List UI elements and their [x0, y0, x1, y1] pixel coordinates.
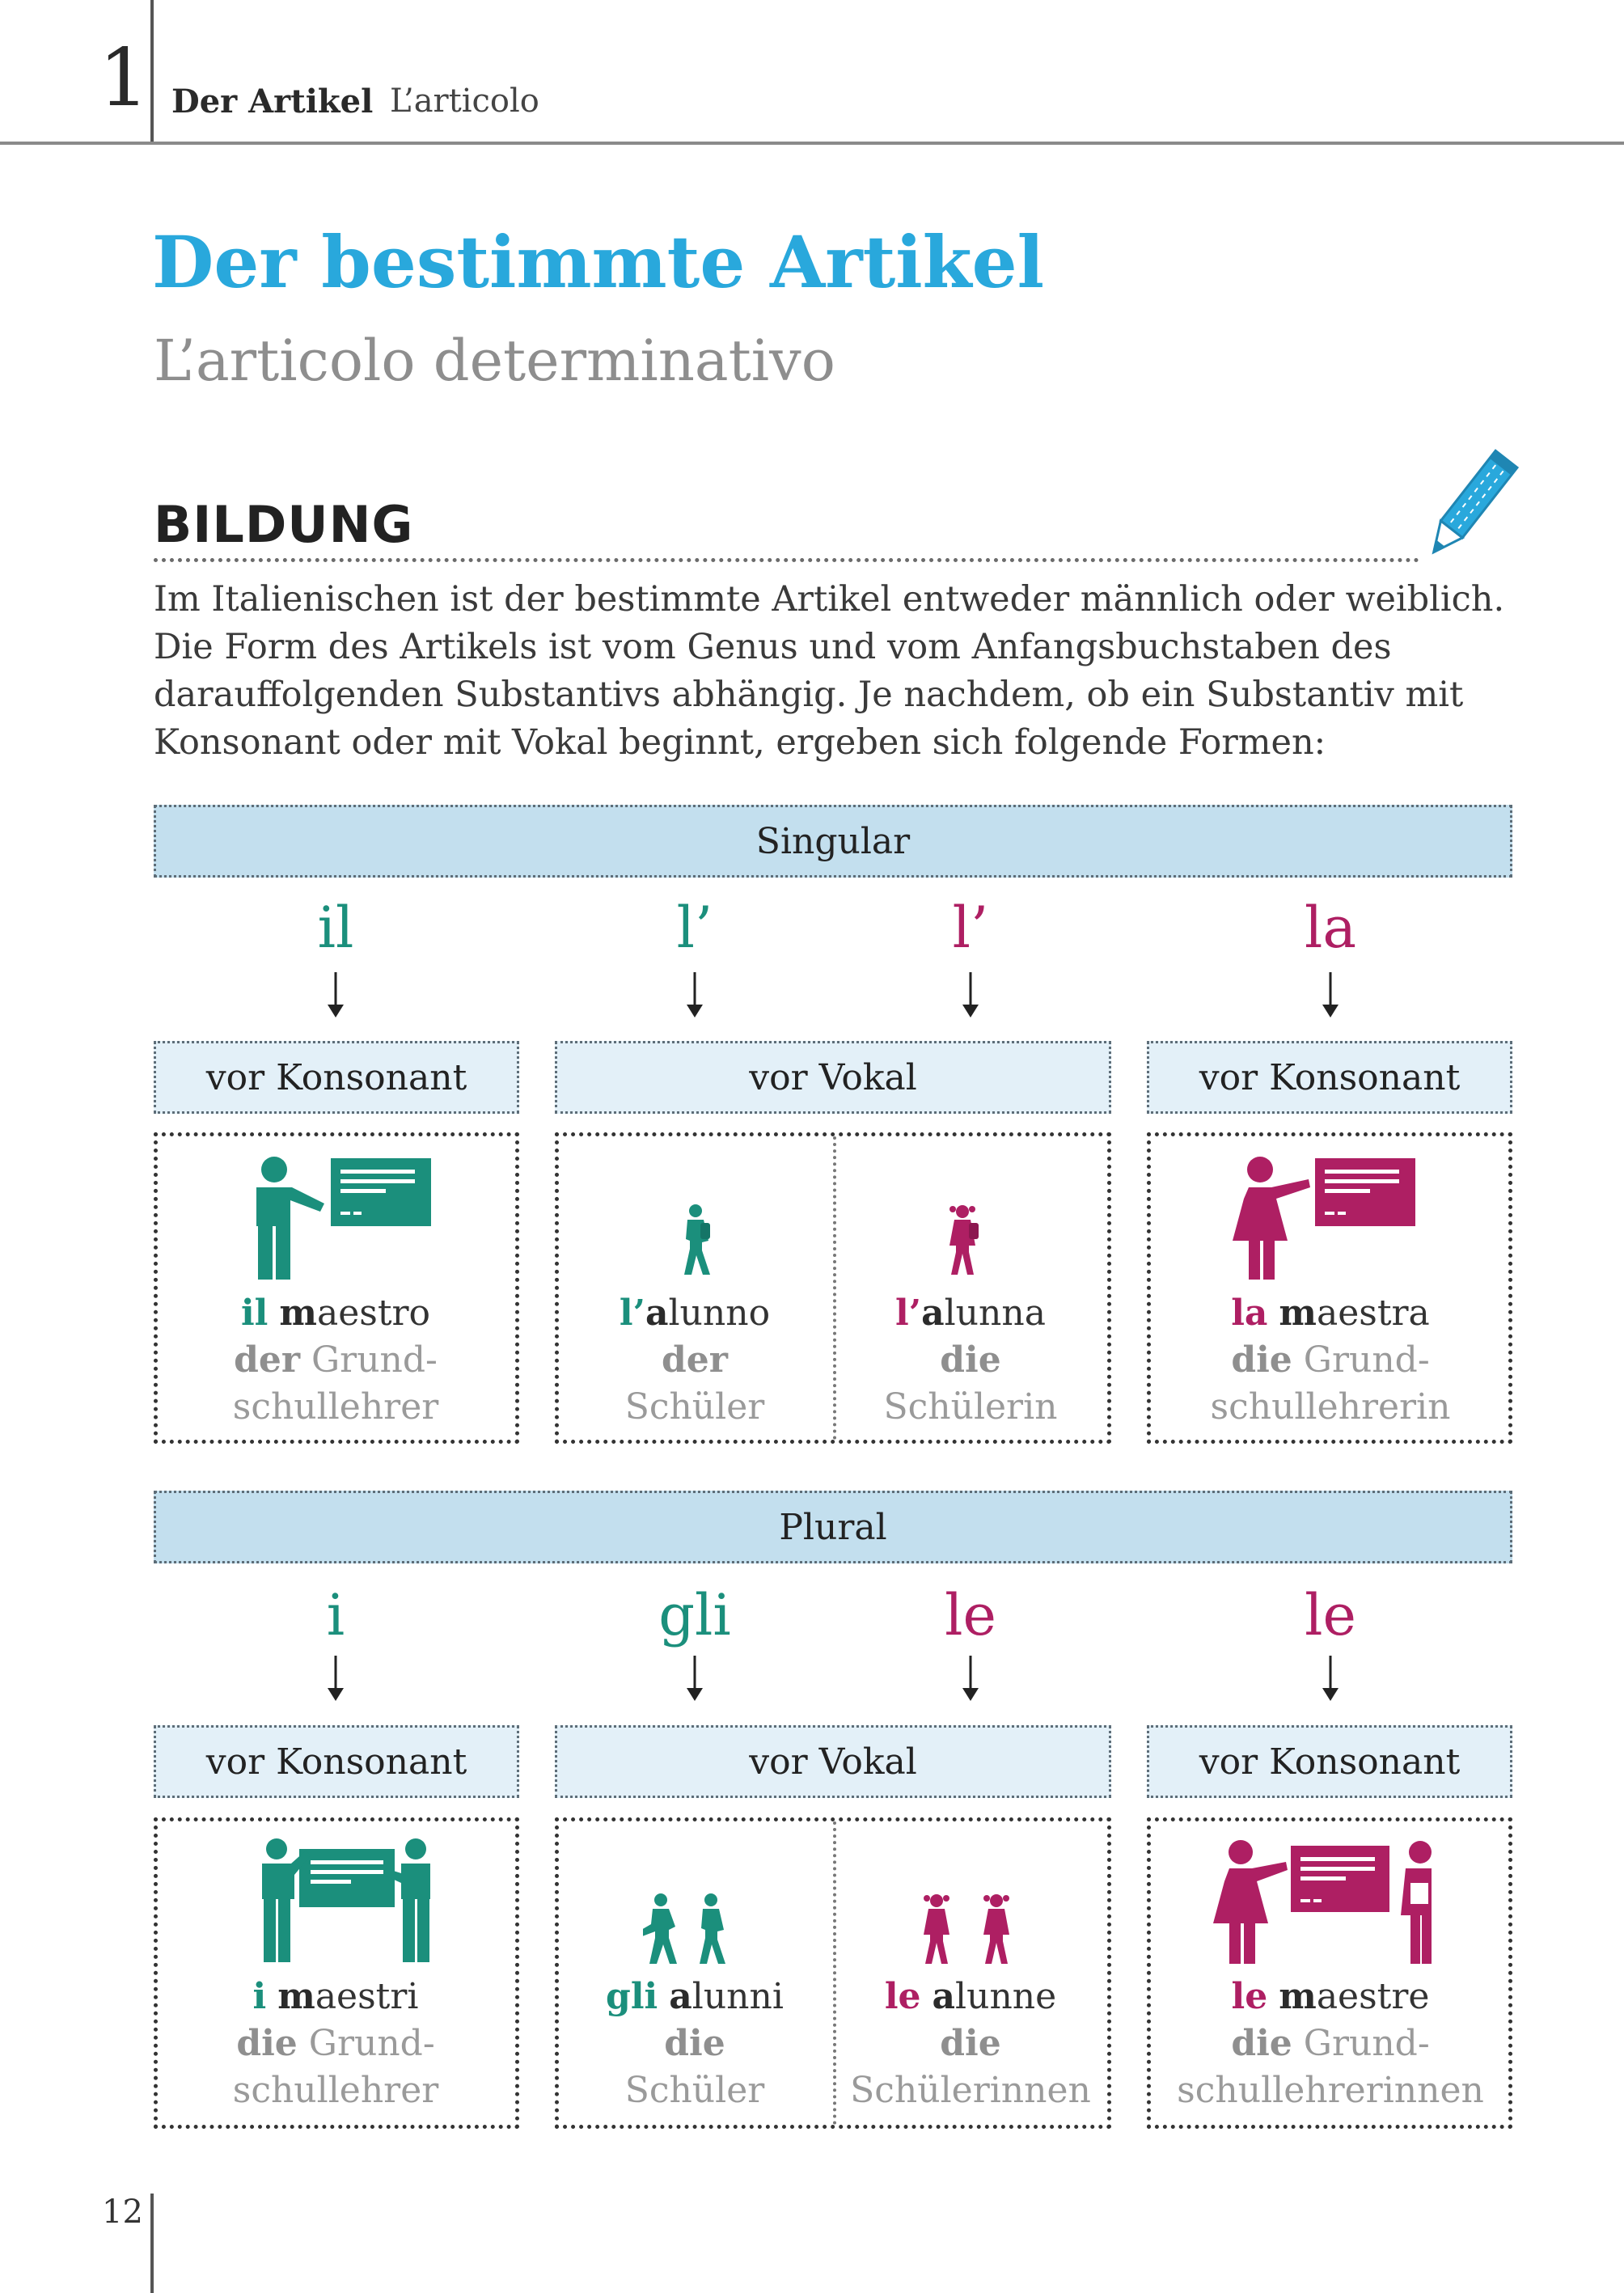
caption-le-alunne: le alunne die Schülerinnen: [850, 1976, 1091, 2111]
page-subtitle: L’articolo determinativo: [154, 328, 835, 394]
chapter-title-de: Der Artikel: [171, 82, 374, 121]
article-pl-fem-cons: le: [1305, 1582, 1356, 1648]
article-sing-fem-vowel: l’: [952, 895, 989, 961]
label-before-vowel: vor Vokal: [555, 1725, 1111, 1798]
caption-lalunno: l’alunno der Schüler: [619, 1292, 771, 1428]
pupil-girl-icon: [945, 1204, 983, 1278]
caption-i-maestri: i maestri die Grund- schullehrer: [232, 1976, 439, 2111]
arrow-down-icon: [683, 1656, 707, 1703]
page-number: 12: [102, 2194, 143, 2231]
caption-la-maestra: la maestra die Grund- schullehrerin: [1210, 1292, 1451, 1428]
intro-text: Im Italienischen ist der bestimmte Artikel entweder männlich oder weiblich. Die Form des Artikels ist vom Genus und vom Anfangsbuchstaben des darauffolgenden Substantivs abhängig. Je nachdem, ob ein Substantiv mit Konsonant oder mit Vokal beginnt, ergeben sich folgende Formen:: [154, 579, 1505, 763]
teachers-female-icon: [1212, 1838, 1432, 1965]
header-rule: [0, 142, 1624, 145]
article-sing-fem-cons: la: [1304, 895, 1357, 961]
arrow-down-icon: [324, 972, 348, 1019]
arrow-down-icon: [958, 972, 983, 1019]
plural-band: Plural: [154, 1491, 1512, 1563]
teacher-female-icon: [1231, 1155, 1419, 1281]
pupil-boy-icon: [679, 1204, 713, 1278]
arrow-down-icon: [1318, 1656, 1343, 1703]
pupils-boys-icon: [643, 1893, 732, 1967]
label-before-consonant: vor Konsonant: [154, 1041, 519, 1114]
label-before-vowel: vor Vokal: [555, 1041, 1111, 1114]
label-before-consonant: vor Konsonant: [1147, 1041, 1512, 1114]
article-pl-masc-vowel: gli: [658, 1582, 731, 1648]
caption-lalunna: l’alunna die Schülerin: [883, 1292, 1058, 1428]
singular-band: Singular: [154, 805, 1512, 878]
pencil-icon: [1417, 443, 1522, 569]
chapter-title-it: L’articolo: [390, 82, 539, 120]
header-divider: [150, 0, 154, 144]
caption-gli-alunni: gli alunni die Schüler: [606, 1976, 784, 2111]
label-before-consonant: vor Konsonant: [1147, 1725, 1512, 1798]
article-pl-fem-vowel: le: [945, 1582, 996, 1648]
page-title: Der bestimmte Artikel: [152, 220, 1045, 304]
pupils-girls-icon: [917, 1893, 1021, 1967]
article-sing-masc-cons: il: [317, 895, 354, 961]
teacher-male-icon: [247, 1155, 434, 1281]
caption-il-maestro: il maestro der Grund- schullehrer: [232, 1292, 439, 1428]
section-heading: BILDUNG: [154, 495, 414, 554]
footer-divider: [150, 2194, 154, 2293]
article-sing-masc-vowel: l’: [676, 895, 713, 961]
arrow-down-icon: [324, 1656, 348, 1703]
section-rule: [154, 558, 1419, 562]
teachers-male-icon: [257, 1838, 435, 1964]
arrow-down-icon: [1318, 972, 1343, 1019]
label-before-consonant: vor Konsonant: [154, 1725, 519, 1798]
chapter-number: 1: [99, 32, 150, 125]
arrow-down-icon: [683, 972, 707, 1019]
arrow-down-icon: [958, 1656, 983, 1703]
article-pl-masc-cons: i: [326, 1582, 345, 1648]
caption-le-maestre: le maestre die Grund- schullehrerinnen: [1177, 1976, 1484, 2111]
